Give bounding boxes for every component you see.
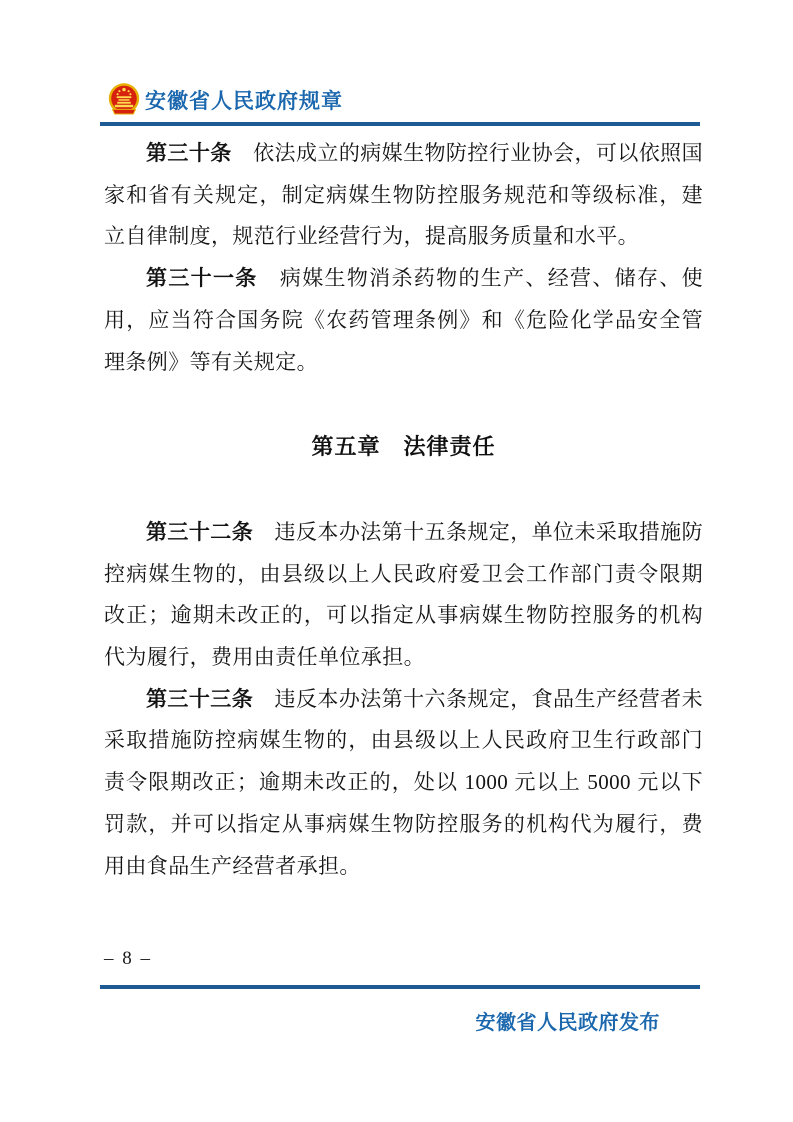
article-32-paragraph [104,512,703,679]
article-32-number: 第三十二条 [146,520,254,544]
page-number: – 8 – [104,948,152,969]
article-31-text: 病媒生物消杀药物的生产、经营、储存、使用，应当符合国务院《农药管理条例》和《危险化学品安全管理条例》等有关规定。 [104,266,704,374]
national-emblem-icon [108,82,140,117]
article-31-number: 第三十一条 [146,267,258,291]
article-31-paragraph [104,258,703,383]
chapter-heading: 第五章 法律责任 [311,434,496,460]
article-30-paragraph [104,133,703,258]
article-30-text: 依法成立的病媒生物防控行业协会，可以依照国家和省有关规定，制定病媒生物防控服务规范和等级标准，建立自律制度，规范行业经营行为，提高服务质量和水平。 [104,141,703,249]
header-title: 安徽省人民政府规章 [145,89,343,113]
article-33-text: 违反本办法第十六条规定，食品生产经营者未采取措施防控病媒生物的，由县级以上人民政府卫生行政部门责令限期改正；逾期未改正的，处以 1000 元以上 5000 元以下罚款，并可以指定从事病媒生物防控服务的机构代为履行，费用由食品生产经营者承担。 [104,686,703,878]
footer-divider [100,985,700,989]
document-body [104,133,703,887]
article-33-paragraph [104,679,703,888]
article-33-number: 第三十三条 [146,687,254,711]
article-32-text: 违反本办法第十五条规定，单位未采取措施防控病媒生物的，由县级以上人民政府爱卫会工作部门责令限期改正；逾期未改正的，可以指定从事病媒生物防控服务的机构代为履行，费用由责任单位承担。 [104,519,703,670]
page-header [108,82,343,117]
article-30-number: 第三十条 [146,142,232,165]
header-divider [100,122,700,126]
publisher-label: 安徽省人民政府发布 [475,1012,660,1034]
